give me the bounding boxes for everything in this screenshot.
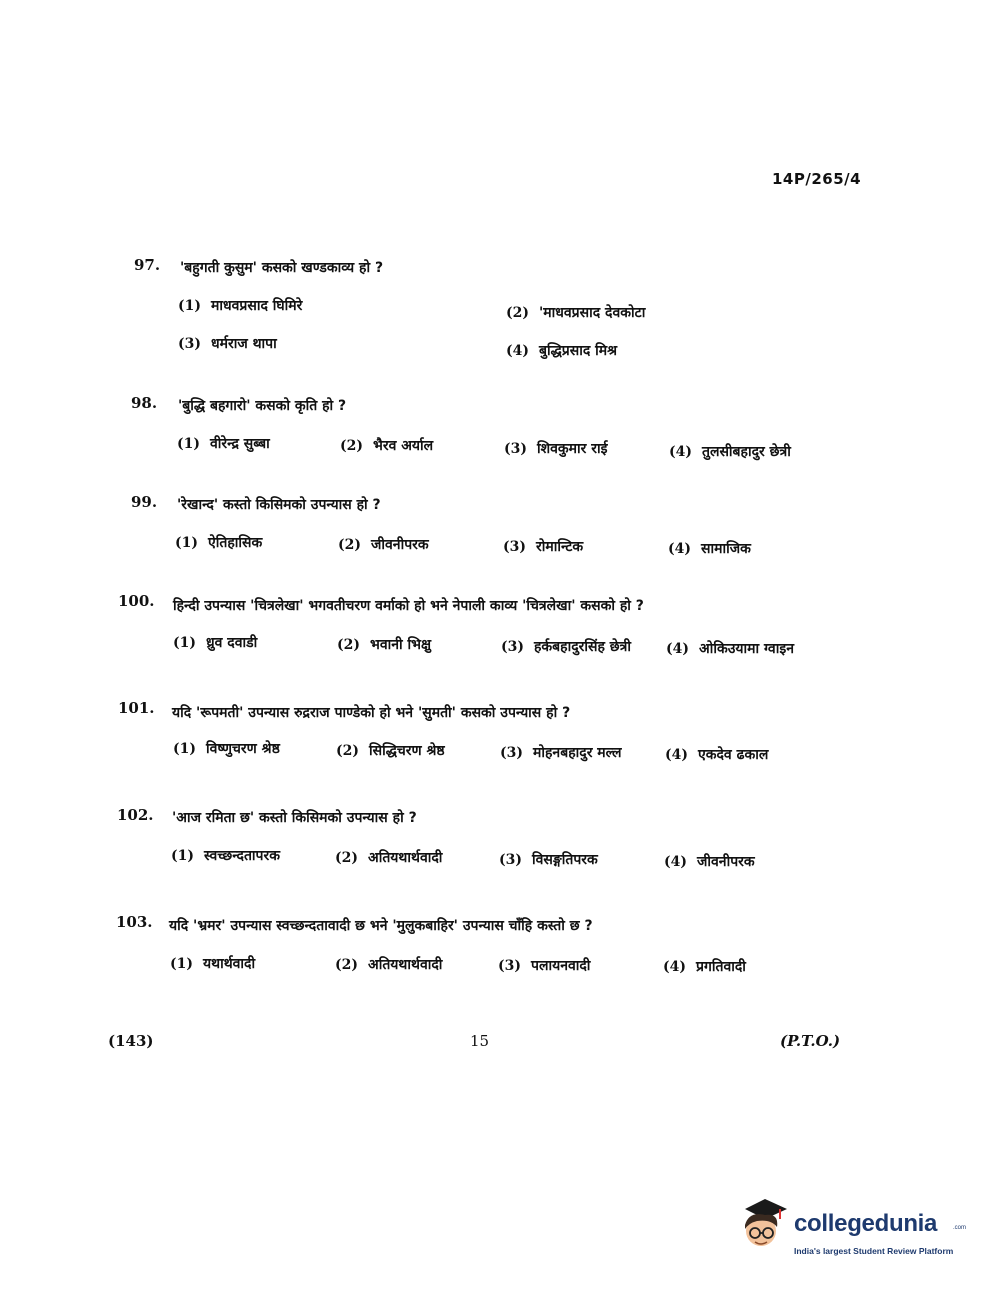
option: (4) प्रगतिवादी xyxy=(663,959,746,975)
option: (1) स्वच्छन्दतापरक xyxy=(171,848,280,864)
question-text: हिन्दी उपन्यास 'चित्रलेखा' भगवतीचरण वर्माको हो भने नेपाली काव्य 'चित्रलेखा' कसको हो ? xyxy=(173,598,644,614)
question-text: 'बहुगती कुसुम' कसको खण्डकाव्य हो ? xyxy=(180,260,384,276)
question-number: 103. xyxy=(116,913,153,931)
question-text: यदि 'रूपमती' उपन्यास रुद्रराज पाण्डेको हो भने 'सुमती' कसको उपन्यास हो ? xyxy=(172,705,571,721)
question-number: 97. xyxy=(134,256,161,274)
option: (3) रोमान्टिक xyxy=(503,539,584,555)
option: (2) भैरव अर्याल xyxy=(340,438,434,454)
option: (4) एकदेव ढकाल xyxy=(665,747,769,763)
question-number: 101. xyxy=(118,699,155,717)
option: (3) मोहनबहादुर मल्ल xyxy=(500,745,622,761)
option: (4) जीवनीपरक xyxy=(664,854,755,870)
question-number: 98. xyxy=(131,394,158,412)
paper-code: 14P/265/4 xyxy=(772,170,862,188)
option: (2) अतियथार्थवादी xyxy=(335,850,443,866)
option: (1) विष्णुचरण श्रेष्ठ xyxy=(173,741,280,757)
brand-tagline: India's largest Student Review Platform xyxy=(794,1246,954,1256)
option: (3) पलायनवादी xyxy=(498,958,591,974)
option: (4) तुलसीबहादुर छेत्री xyxy=(669,444,791,460)
option: (2) भवानी भिक्षु xyxy=(337,637,432,653)
question-number: 102. xyxy=(117,806,154,824)
booklet-code: (143) xyxy=(108,1032,154,1050)
option: (3) हर्कबहादुरसिंह छेत्री xyxy=(501,639,631,655)
option: (4) ओकिउयामा ग्वाइन xyxy=(666,641,794,657)
option: (2) सिद्धिचरण श्रेष्ठ xyxy=(336,743,445,759)
option: (1) माधवप्रसाद घिमिरे xyxy=(178,298,303,314)
option: (2) अतियथार्थवादी xyxy=(335,957,443,973)
option: (4) सामाजिक xyxy=(668,541,751,557)
question-number: 99. xyxy=(131,493,158,511)
option: (1) ध्रुव दवाडी xyxy=(173,635,258,651)
brand-suffix: .com xyxy=(953,1225,967,1231)
page-number: 15 xyxy=(470,1032,490,1050)
option: (3) विसङ्गतिपरक xyxy=(499,852,598,868)
option: (1) ऐतिहासिक xyxy=(175,535,263,551)
question-text: 'बुद्धि बहगारो' कसको कृति हो ? xyxy=(178,398,347,414)
option: (2) जीवनीपरक xyxy=(338,537,429,553)
brand-name: collegedunia xyxy=(794,1210,938,1237)
option: (1) वीरेन्द्र सुब्बा xyxy=(177,436,270,452)
option: (2) 'माधवप्रसाद देवकोटा xyxy=(506,305,646,321)
option: (1) यथार्थवादी xyxy=(170,956,256,972)
pto-label: (P.T.O.) xyxy=(780,1032,841,1050)
question-text: 'आज रमिता छ' कस्तो किसिमको उपन्यास हो ? xyxy=(172,810,417,826)
option: (4) बुद्धिप्रसाद मिश्र xyxy=(506,343,618,359)
question-number: 100. xyxy=(118,592,155,610)
option: (3) धर्मराज थापा xyxy=(178,336,277,352)
option: (3) शिवकुमार राई xyxy=(504,441,608,457)
question-text: 'रेखान्द' कस्तो किसिमको उपन्यास हो ? xyxy=(177,497,381,513)
question-text: यदि 'भ्रमर' उपन्यास स्वच्छन्दतावादी छ भने 'मुलुकबाहिर' उपन्यास चाँहि कस्तो छ ? xyxy=(169,918,593,934)
